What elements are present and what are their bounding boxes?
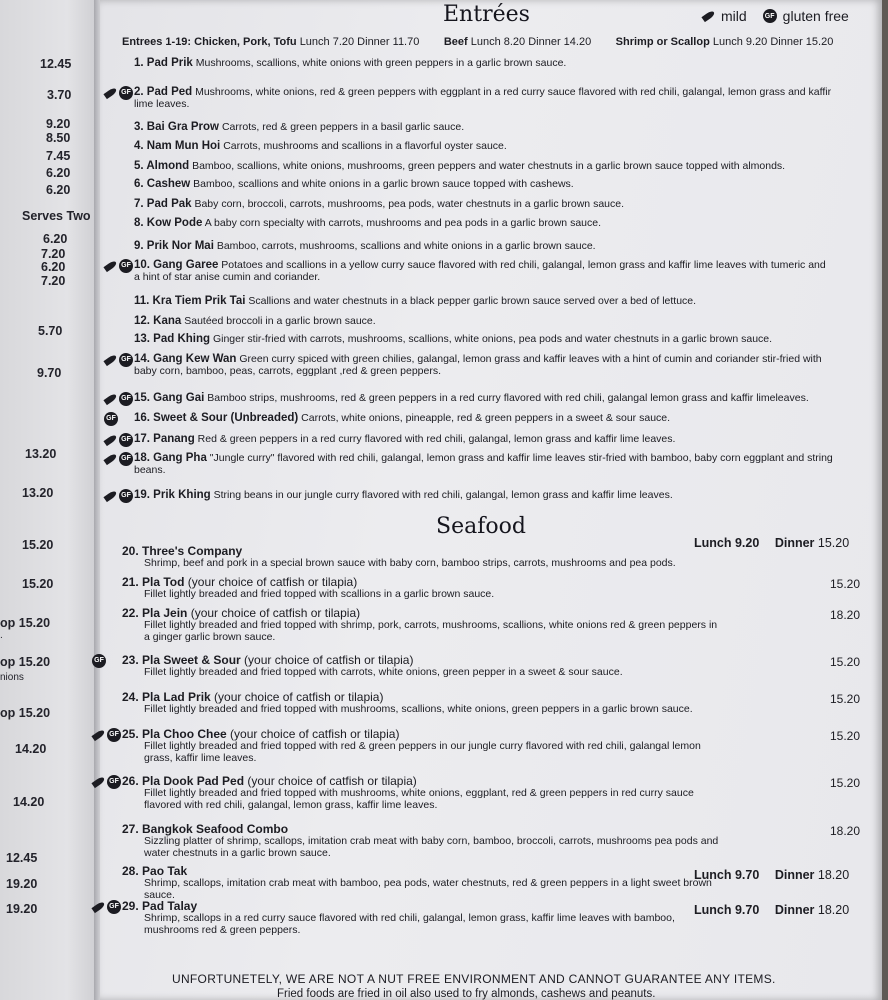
dinner-price: 18.20 <box>817 868 850 882</box>
entree-item <box>134 178 834 190</box>
left-page <box>0 0 96 1000</box>
seafood-choice: (your choice of catfish or tilapia) <box>244 774 417 788</box>
lunch-dinner-price <box>694 536 849 550</box>
fry-oil-note: Fried foods are fried in oil also used to fry almonds, cashews and peanuts. <box>277 988 656 1000</box>
left-page-price: 6.20 <box>46 166 71 180</box>
left-page-price: 15.20 <box>22 538 54 552</box>
left-page-price: 9.70 <box>37 366 62 380</box>
diet-markers <box>104 392 133 406</box>
seafood-description: Fillet lightly breaded and fried topped with mushrooms, scallions, white onions, green peppers in a garlic brown sauce. <box>144 703 693 715</box>
left-page-price: op 15.20 <box>0 655 51 669</box>
gluten-free-icon: GF <box>92 654 106 668</box>
price-shrimp-label: Shrimp or Scallop <box>615 36 710 48</box>
seafood-description: Fillet lightly breaded and fried topped with shrimp, pork, carrots, mushrooms, scallions, white onions red & green peppers in a ginger garlic brown sauce. <box>144 619 718 643</box>
seafood-name: 23. Pla Sweet & Sour <box>122 653 241 667</box>
gluten-free-icon: GF <box>107 900 121 914</box>
seafood-description: Fillet lightly breaded and fried topped with mushrooms, white onions, eggplant, red & green peppers in red curry sauce flavored with red chili, galangal, lemon grass, kaffir lime leaves. <box>144 787 694 811</box>
entree-item <box>121 86 834 110</box>
price-shrimp: Lunch 9.20 Dinner 15.20 <box>712 36 834 48</box>
left-page-price: 13.20 <box>22 486 54 500</box>
pepper-icon <box>103 453 117 465</box>
lunch-price: 9.70 <box>734 868 760 882</box>
seafood-title <box>122 823 722 835</box>
left-page-price: 12.45 <box>40 57 72 71</box>
entree-item <box>134 315 834 327</box>
seafood-title <box>122 545 722 557</box>
seafood-name: 21. Pla Tod <box>122 575 185 589</box>
left-page-price: Serves Two <box>22 209 91 223</box>
seafood-price: 15.20 <box>830 577 861 591</box>
entree-name: 17. Panang <box>134 433 195 445</box>
left-page-price: 5.70 <box>38 324 63 338</box>
gluten-free-icon: GF <box>119 86 133 100</box>
legend-mild: mild <box>721 8 747 24</box>
entree-description: Potatoes and scallions in a yellow curry sauce flavored with red chili, galangal, lemon grass and kaffir lime leaves with tumeric and a hint of star anise cumin and coriander. <box>134 259 826 283</box>
diet-markers <box>104 433 133 447</box>
seafood-name: 20. Three's Company <box>122 544 243 558</box>
diet-markers <box>104 489 133 503</box>
seafood-item <box>109 774 722 811</box>
price-beef: Lunch 8.20 Dinner 14.20 <box>470 36 592 48</box>
seafood-title <box>122 900 722 912</box>
lunch-dinner-price <box>694 868 849 882</box>
seafood-title: Seafood <box>436 514 526 539</box>
entree-name: 11. Kra Tiem Prik Tai <box>134 295 246 307</box>
seafood-choice: (your choice of catfish or tilapia) <box>210 690 384 704</box>
left-page-price: 6.20 <box>43 232 68 246</box>
seafood-item <box>122 823 722 859</box>
entree-name: 4. Nam Mun Hoi <box>134 140 221 152</box>
dinner-label: Dinner <box>774 868 815 882</box>
seafood-choice: (your choice of catfish or tilapia) <box>240 653 414 667</box>
gluten-free-icon: GF <box>119 489 133 503</box>
seafood-description: Sizzling platter of shrimp, scallops, imitation crab meat with baby corn, bamboo, broccoli, carrots, mushrooms pea pods and water chestnuts in a garlic brown sauce. <box>144 835 719 859</box>
left-page-price: 14.20 <box>13 795 45 809</box>
entree-description: Bamboo, scallions and white onions in a garlic brown sauce topped with cashews. <box>193 178 574 190</box>
diet-markers <box>104 259 133 273</box>
entree-description: Carrots, mushrooms and scallions in a flavorful oyster sauce. <box>223 140 507 152</box>
seafood-name: 25. Pla Choo Chee <box>122 727 227 741</box>
seafood-title <box>122 728 722 740</box>
entree-description: Bamboo strips, mushrooms, red & green peppers in a red curry flavored with red chili, galangal lemon grass and kaffir limeleaves. <box>207 392 809 404</box>
seafood-description: Fillet lightly breaded and fried topped with carrots, white onions, green pepper in a sweet & sour sauce. <box>144 666 623 678</box>
entree-item <box>121 392 834 404</box>
entree-item <box>134 240 834 252</box>
entree-item <box>134 333 834 345</box>
entree-name: 5. Almond <box>134 160 190 172</box>
entree-name: 18. Gang Pha <box>134 452 207 464</box>
entree-description: Carrots, white onions, pineapple, red & green peppers in a sweet & sour sauce. <box>301 412 671 424</box>
entree-name: 3. Bai Gra Prow <box>134 121 220 133</box>
left-page-price: 9.20 <box>46 117 71 131</box>
pepper-icon <box>103 354 117 366</box>
left-page-price: 19.20 <box>6 902 38 916</box>
diet-markers <box>104 452 133 466</box>
gluten-free-icon: GF <box>119 392 133 406</box>
seafood-title <box>122 691 722 703</box>
legend <box>702 8 849 24</box>
seafood-name: 28. Pao Tak <box>122 864 188 878</box>
seafood-title <box>122 654 722 666</box>
seafood-item <box>94 653 722 678</box>
seafood-item <box>122 691 722 715</box>
entree-name: 6. Cashew <box>134 178 191 190</box>
pepper-icon <box>91 901 105 913</box>
diet-markers <box>104 353 133 367</box>
entree-description: Baby corn, broccoli, carrots, mushrooms, pea pods, water chestnuts in a garlic brown sauce. <box>194 198 624 210</box>
left-page-price: 7.20 <box>41 247 66 261</box>
diet-markers <box>92 728 121 742</box>
left-page-fragment: . <box>0 630 3 641</box>
seafood-item <box>122 576 722 600</box>
gluten-free-icon: GF <box>763 9 777 23</box>
gluten-free-icon: GF <box>119 433 133 447</box>
left-page-price: 3.70 <box>47 88 72 102</box>
seafood-description: Shrimp, scallops in a red curry sauce flavored with red chili, galangal, lemon grass, kaffir lime leaves with bamboo, mushrooms red & green peppers. <box>144 912 675 936</box>
lunch-label: Lunch <box>694 868 732 882</box>
entree-item <box>134 121 834 133</box>
diet-markers <box>92 775 121 789</box>
diet-markers <box>92 654 106 668</box>
entree-name: 16. Sweet & Sour (Unbreaded) <box>134 412 299 424</box>
entree-item <box>134 140 834 152</box>
left-page-price: 8.50 <box>46 131 71 145</box>
entree-description: Red & green peppers in a red curry flavored with red chili, galangal, lemon grass and kaffir lime leaves. <box>197 433 676 445</box>
seafood-description: Fillet lightly breaded and fried topped with red & green peppers in our jungle curry flavored with red chili, galangal lemon grass, kaffir lime leaves. <box>144 740 701 764</box>
gluten-free-icon: GF <box>119 353 133 367</box>
seafood-item <box>109 727 722 764</box>
seafood-choice: (your choice of catfish or tilapia) <box>226 727 400 741</box>
gluten-free-icon: GF <box>119 452 133 466</box>
entree-item <box>121 259 834 283</box>
seafood-description: Fillet lightly breaded and fried topped with scallions in a garlic brown sauce. <box>144 588 495 600</box>
diet-markers <box>104 412 118 426</box>
entree-description: "Jungle curry" flavored with red chili, galangal, lemon grass and kaffir lime leaves stir-fried with bamboo, baby corn eggplant and string beans. <box>134 452 833 476</box>
seafood-title <box>122 865 722 877</box>
seafood-name: 29. Pad Talay <box>122 899 198 913</box>
entree-item <box>134 160 834 172</box>
left-page-price: 15.20 <box>22 577 54 591</box>
lunch-price: 9.20 <box>734 536 760 550</box>
entree-description: Bamboo, scallions, white onions, mushrooms, green peppers and water chestnuts in a garlic brown sauce topped with almonds. <box>192 160 786 172</box>
seafood-item <box>122 607 722 643</box>
lunch-dinner-price <box>694 903 849 917</box>
lunch-price: 9.70 <box>734 903 760 917</box>
diet-markers <box>104 86 133 100</box>
seafood-price: 15.20 <box>830 655 861 669</box>
entree-item <box>134 57 834 69</box>
left-page-price: 7.45 <box>46 149 71 163</box>
seafood-title <box>122 607 722 619</box>
entree-name: 2. Pad Ped <box>134 86 193 98</box>
pepper-icon <box>91 776 105 788</box>
seafood-price: 18.20 <box>830 824 861 838</box>
seafood-description: Shrimp, scallops, imitation crab meat with bamboo, pea pods, water chestnuts, red & green peppers in a light sweet brown sauce. <box>144 877 712 901</box>
seafood-title <box>122 775 722 787</box>
gluten-free-icon: GF <box>107 728 121 742</box>
pepper-icon <box>91 729 105 741</box>
entree-item <box>106 412 834 424</box>
lunch-label: Lunch <box>694 903 732 917</box>
entree-description: Mushrooms, white onions, red & green peppers with eggplant in a red curry sauce flavored with red chili, galangal, lemon grass and kaffir lime leaves. <box>134 86 832 110</box>
seafood-name: 24. Pla Lad Prik <box>122 690 211 704</box>
entree-name: 10. Gang Garee <box>134 259 219 271</box>
entree-description: Ginger stir-fried with carrots, mushrooms, scallions, white onions, pea pods and water chestnuts in a garlic brown sauce. <box>212 333 773 345</box>
pepper-icon <box>701 10 715 22</box>
left-page-price: 6.20 <box>46 183 71 197</box>
entree-description: Green curry spiced with green chilies, galangal, lemon grass and kaffir leaves with a hint of cumin and coriander stir-fried with baby corn, bamboo, peas, carrots, eggplant ,red & green peppers. <box>134 353 822 377</box>
entree-item <box>121 452 834 476</box>
lunch-label: Lunch <box>694 536 732 550</box>
seafood-price: 15.20 <box>830 776 861 790</box>
dinner-price: 15.20 <box>817 536 850 550</box>
pepper-icon <box>103 87 117 99</box>
left-page-price: 14.20 <box>15 742 47 756</box>
entree-name: 15. Gang Gai <box>134 392 205 404</box>
pepper-icon <box>103 260 117 272</box>
left-page-price: 7.20 <box>41 274 66 288</box>
seafood-item <box>122 545 722 569</box>
seafood-name: 27. Bangkok Seafood Combo <box>122 822 289 836</box>
entrees-title: Entrées <box>443 2 530 27</box>
entree-name: 9. Prik Nor Mai <box>134 240 214 252</box>
entree-description: A baby corn specialty with carrots, mushrooms and pea pods in a garlic brown sauce. <box>204 217 602 229</box>
dinner-label: Dinner <box>774 903 815 917</box>
gluten-free-icon: GF <box>119 259 133 273</box>
seafood-choice: (your choice of catfish or tilapia) <box>187 606 361 620</box>
price-beef-label: Beef <box>443 36 468 48</box>
entree-item <box>134 198 834 210</box>
entree-item <box>134 295 834 307</box>
entree-item <box>134 217 834 229</box>
pepper-icon <box>103 490 117 502</box>
left-page-price: 19.20 <box>6 877 38 891</box>
entree-description: Sautéed broccoli in a garlic brown sauce. <box>184 315 376 327</box>
left-page-price: op 15.20 <box>0 616 51 630</box>
pepper-icon <box>103 393 117 405</box>
left-page-price: op 15.20 <box>0 706 51 720</box>
entree-name: 1. Pad Prik <box>134 57 193 69</box>
left-page-price: 13.20 <box>25 447 57 461</box>
seafood-choice: (your choice of catfish or tilapia) <box>184 575 358 589</box>
entree-name: 14. Gang Kew Wan <box>134 353 237 365</box>
entree-item <box>121 433 834 445</box>
left-page-price: 12.45 <box>6 851 38 865</box>
seafood-item <box>109 899 722 936</box>
entree-description: Bamboo, carrots, mushrooms, scallions and white onions in a garlic brown sauce. <box>216 240 596 252</box>
entree-description: Carrots, red & green peppers in a basil garlic sauce. <box>221 121 465 133</box>
seafood-price: 15.20 <box>830 692 861 706</box>
nut-warning: UNFORTUNETELY, WE ARE NOT A NUT FREE ENVIRONMENT AND CANNOT GUARANTEE ANY ITEMS. <box>172 972 776 986</box>
seafood-item <box>122 865 722 901</box>
price-chicken: Lunch 7.20 Dinner 11.70 <box>299 36 420 48</box>
entree-name: 7. Pad Pak <box>134 198 192 210</box>
entree-name: 8. Kow Pode <box>134 217 203 229</box>
entree-item <box>121 489 834 501</box>
seafood-price: 18.20 <box>830 608 861 622</box>
left-page-price: 6.20 <box>41 260 66 274</box>
seafood-description: Shrimp, beef and pork in a special brown sauce with baby corn, bamboo strips, carrots, mushrooms and pea pods. <box>144 557 676 569</box>
diet-markers <box>92 900 121 914</box>
price-chicken-label: Entrees 1-19: Chicken, Pork, Tofu <box>122 36 297 48</box>
entree-description: Mushrooms, scallions, white onions with green peppers in a garlic brown sauce. <box>195 57 567 69</box>
dinner-label: Dinner <box>774 536 815 550</box>
left-page-fragment: nions <box>0 672 24 683</box>
entree-price-line <box>122 36 833 48</box>
seafood-name: 22. Pla Jein <box>122 606 188 620</box>
entree-name: 13. Pad Khing <box>134 333 211 345</box>
legend-gluten-free: gluten free <box>782 8 849 24</box>
entree-name: 19. Prik Khing <box>134 489 211 501</box>
seafood-name: 26. Pla Dook Pad Ped <box>122 774 245 788</box>
pepper-icon <box>103 434 117 446</box>
entree-item <box>121 353 834 377</box>
gluten-free-icon: GF <box>107 775 121 789</box>
seafood-title <box>122 576 722 588</box>
entree-description: Scallions and water chestnuts in a black pepper garlic brown sauce served over a bed of lettuce. <box>248 295 697 307</box>
entree-name: 12. Kana <box>134 315 182 327</box>
dinner-price: 18.20 <box>817 903 850 917</box>
seafood-price: 15.20 <box>830 729 861 743</box>
gluten-free-icon: GF <box>104 412 118 426</box>
entree-description: String beans in our jungle curry flavored with red chili, galangal, lemon grass and kaffir lime leaves. <box>213 489 673 501</box>
